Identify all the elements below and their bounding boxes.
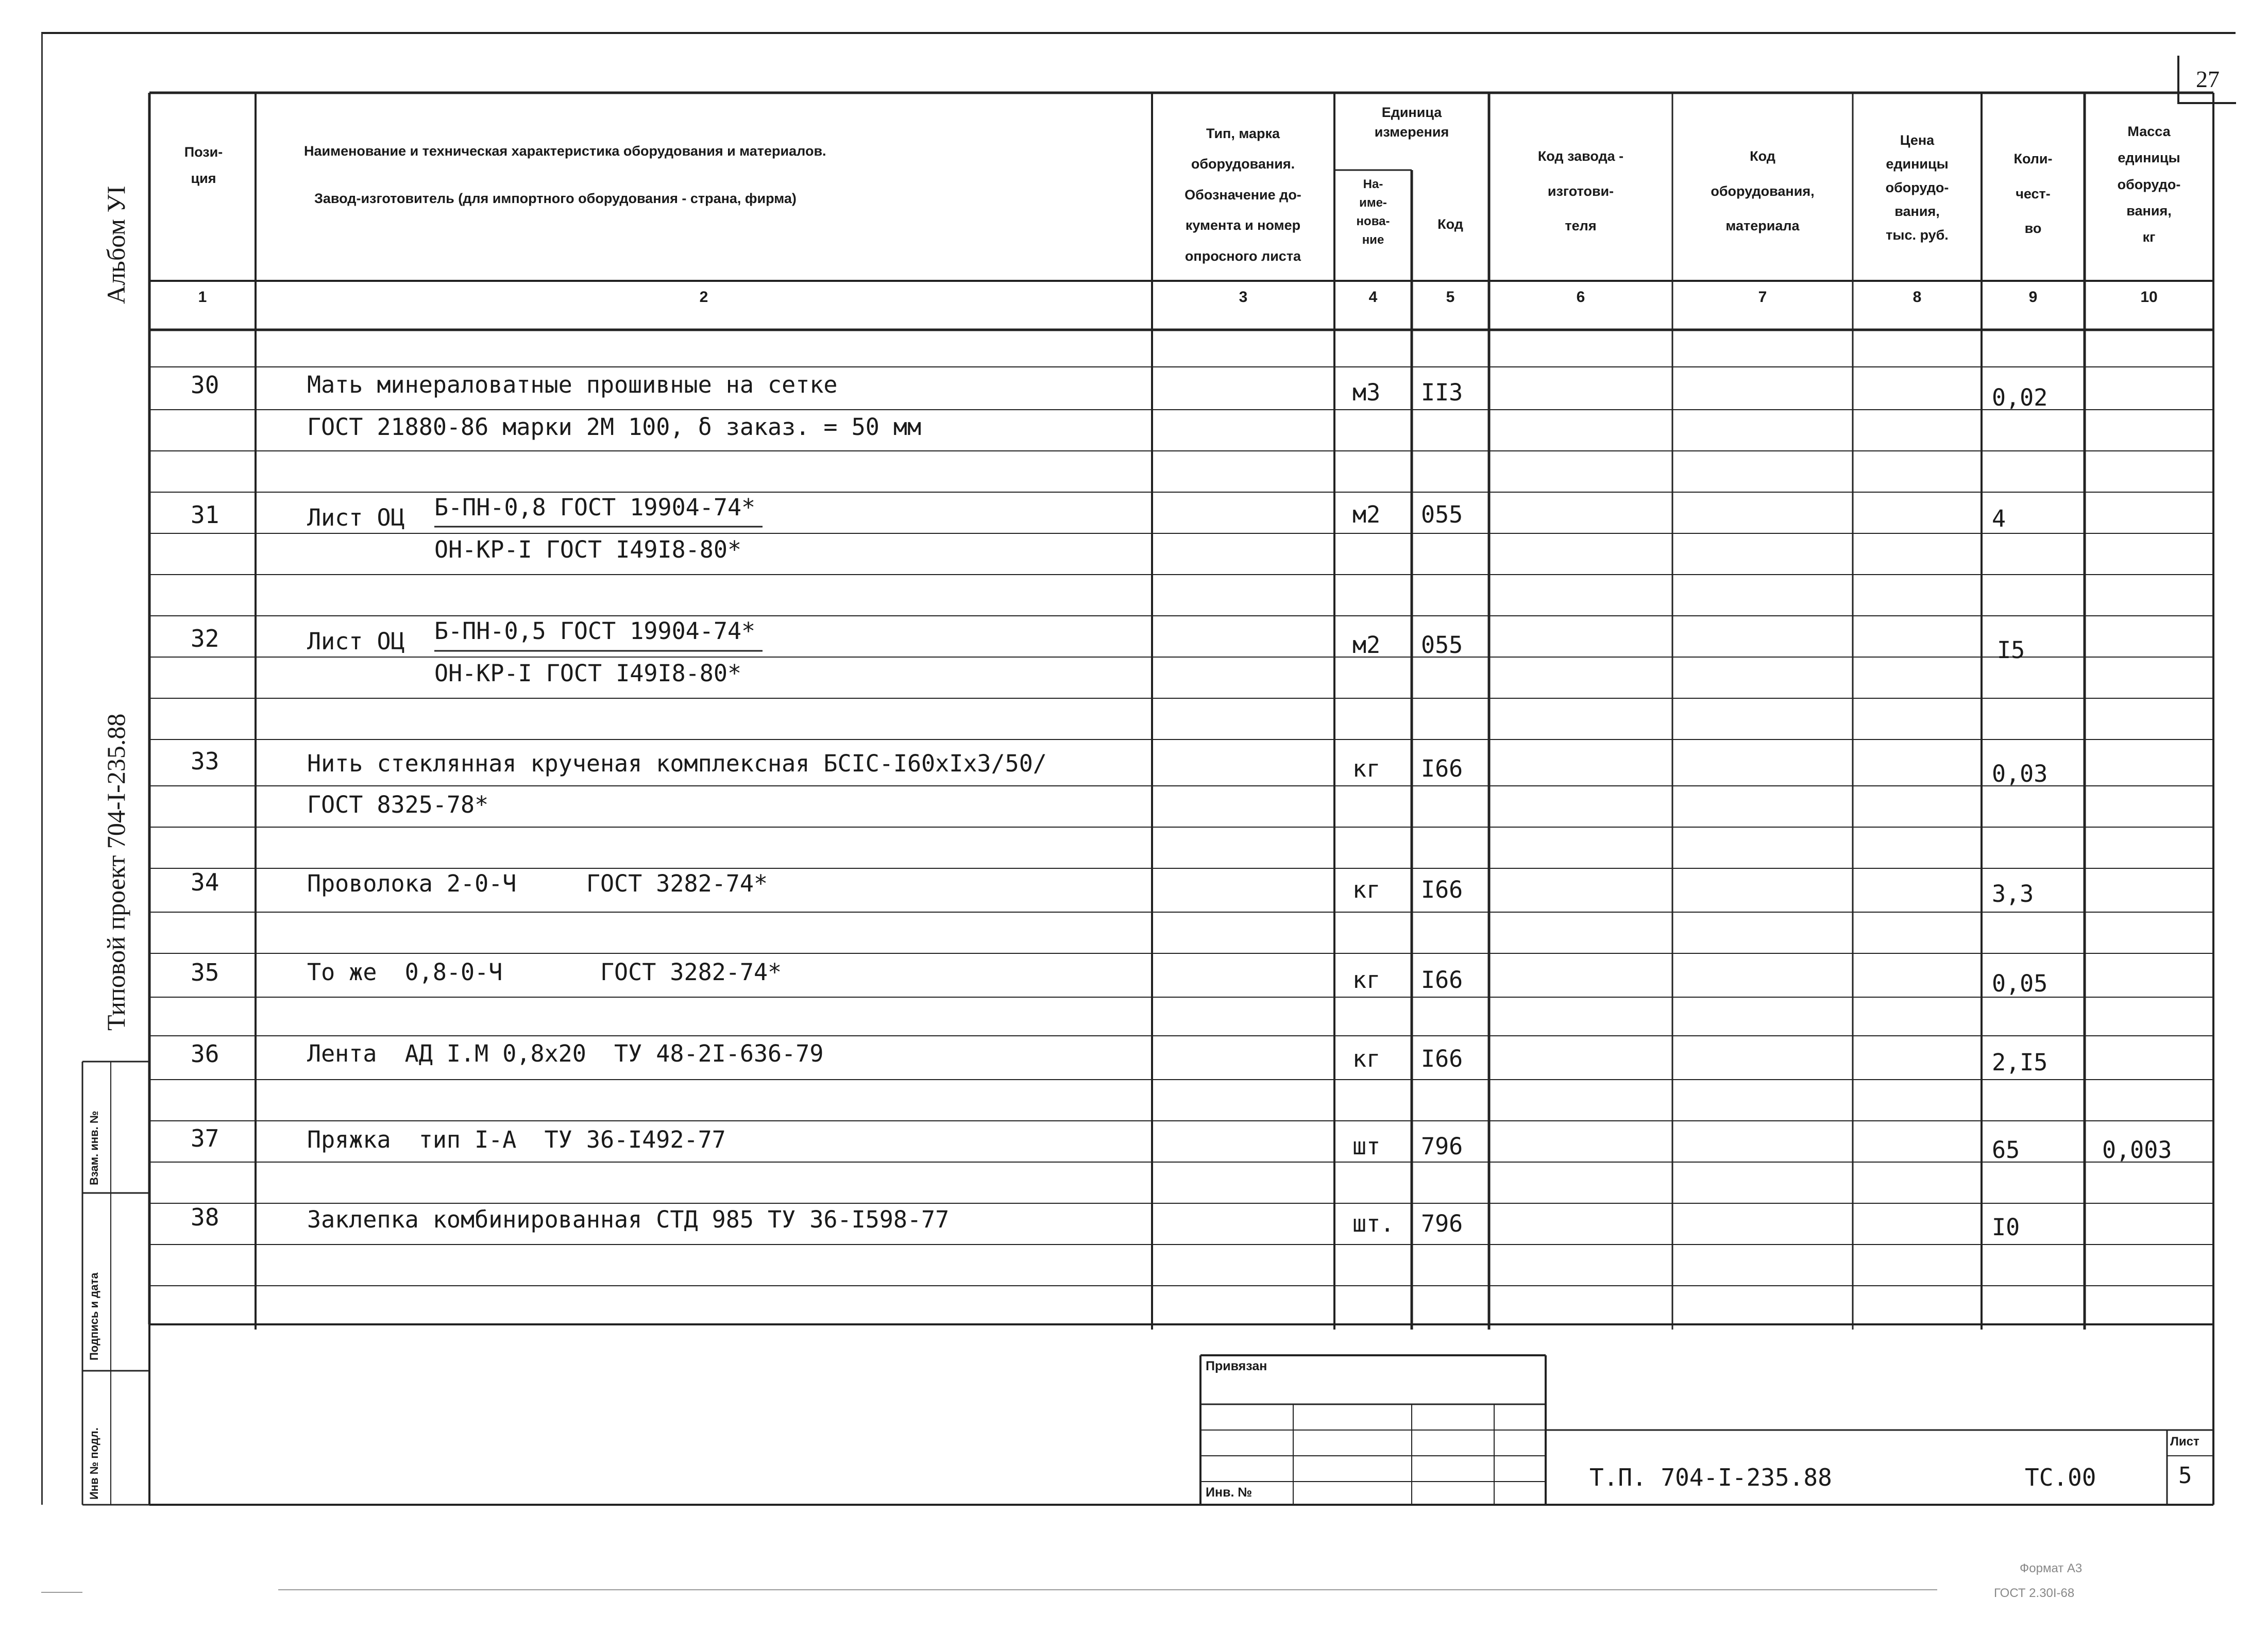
row-position: 32: [191, 625, 219, 652]
row-position: 37: [191, 1124, 219, 1152]
row-mass: 0,003: [2102, 1136, 2172, 1164]
row-unit: кг: [1352, 1045, 1381, 1072]
row-position: 36: [191, 1040, 219, 1068]
col-number: 9: [2028, 289, 2038, 306]
row-qty: 4: [1992, 505, 2006, 532]
sheet-number: 27: [2177, 56, 2236, 104]
stamp-podpis: Подпись и дата: [88, 1272, 100, 1360]
header-qty: Коли- чест- во: [2013, 151, 2053, 236]
album-label: Альбом УI: [101, 186, 130, 304]
row-unit-code: 055: [1421, 501, 1463, 528]
row-unit: м2: [1352, 631, 1381, 659]
row-unit: кг: [1352, 966, 1381, 994]
header-name-line2: Завод-изготовитель (для импортного оборудования - страна, фирма): [314, 191, 797, 206]
header-price: Цена единицы оборудо- вания, тыс. руб.: [1885, 132, 1949, 243]
header-equip-code: Код оборудования, материала: [1711, 148, 1815, 233]
header-type: Тип, марка оборудования. Обозначение до- кумента и номер опросного листа: [1184, 126, 1301, 264]
row-unit-code: II3: [1421, 379, 1463, 406]
title-code: Т.П. 704-I-235.88: [1589, 1464, 1832, 1491]
row-name: То же 0,8-0-Ч ГОСТ 3282-74*: [307, 959, 782, 986]
row-unit-code: 055: [1421, 631, 1463, 659]
row-position: 34: [191, 868, 219, 896]
stamp-vzam-inv: Взам. инв. №: [88, 1111, 100, 1185]
row-name-cont: ГОСТ 21880-86 марки 2М 100, δ заказ. = 50 мм: [307, 413, 922, 441]
header-name-line1: Наименование и техническая характеристика оборудования и материалов.: [304, 143, 826, 159]
row-unit-code: I66: [1421, 1045, 1463, 1072]
row-name: Проволока 2-0-Ч ГОСТ 3282-74*: [307, 870, 768, 897]
row-unit: кг: [1352, 876, 1381, 903]
list-number: 5: [2178, 1462, 2192, 1489]
row-unit-code: 796: [1421, 1133, 1463, 1160]
format-gost: ГОСТ 2.30I-68: [1994, 1586, 2075, 1600]
list-label: Лист: [2170, 1435, 2199, 1449]
col-number: 1: [198, 289, 207, 306]
row-qty: 0,03: [1992, 760, 2048, 787]
stamp-inv-number: Инв. №: [1206, 1485, 1253, 1500]
header-mass: Масса единицы оборудо- вания, кг: [2117, 124, 2181, 245]
row-position: 38: [191, 1203, 219, 1231]
row-name-fraction-bottom: ОН-КР-I ГОСТ I49I8-80*: [434, 536, 742, 563]
header-factory-code: Код завода - изготови- теля: [1537, 148, 1624, 233]
row-name-fraction-top: Б-ПН-0,8 ГОСТ 19904-74*: [434, 494, 756, 521]
row-name: Заклепка комбинированная СТД 985 ТУ 36-I598-77: [307, 1206, 950, 1233]
row-name-fraction-bottom: ОН-КР-I ГОСТ I49I8-80*: [434, 660, 742, 687]
row-unit-code: I66: [1421, 876, 1463, 903]
row-position: 33: [191, 747, 219, 775]
header-unit: Единица измерения: [1374, 105, 1449, 140]
header-unit-name: На- име- нова- ние: [1356, 177, 1390, 247]
col-number: 8: [1912, 289, 1922, 306]
row-unit: шт.: [1352, 1210, 1395, 1237]
format-label: Формат А3: [2020, 1561, 2083, 1575]
header-unit-code: Код: [1437, 216, 1463, 232]
row-name: Лист ОЦ: [307, 504, 405, 531]
stamp-privyazan: Привязан: [1206, 1359, 1267, 1373]
row-name: Мать минераловатные прошивные на сетке: [307, 371, 838, 398]
row-name: Лист ОЦ: [307, 628, 405, 655]
project-label: Типовой проект 704-I-235.88: [101, 713, 130, 1031]
col-number: 4: [1368, 289, 1378, 306]
row-qty: 65: [1992, 1136, 2020, 1164]
row-qty: 3,3: [1992, 880, 2034, 907]
col-number: 5: [1446, 289, 1455, 306]
col-number: 2: [699, 289, 708, 306]
row-unit: м3: [1352, 379, 1381, 406]
row-unit-code: I66: [1421, 966, 1463, 994]
header-position: Пози- ция: [184, 144, 223, 187]
stamp-inv-podl: Инв № подл.: [88, 1427, 100, 1500]
row-qty: I0: [1992, 1214, 2020, 1241]
row-unit-code: 796: [1421, 1210, 1463, 1237]
row-name-fraction-top: Б-ПН-0,5 ГОСТ 19904-74*: [434, 617, 756, 645]
row-position: 35: [191, 959, 219, 986]
row-qty: 2,I5: [1992, 1049, 2048, 1076]
row-name-cont: ГОСТ 8325-78*: [307, 791, 489, 818]
row-name: Нить стеклянная крученая комплексная БСIС-I60хIх3/50/: [307, 750, 1047, 777]
doc-code: ТС.00: [2025, 1464, 2096, 1491]
row-name: Пряжка тип I-А ТУ 36-I492-77: [307, 1126, 726, 1153]
col-number: 7: [1758, 289, 1767, 306]
col-number: 3: [1239, 289, 1248, 306]
row-name: Лента АД I.М 0,8х20 ТУ 48-2I-636-79: [307, 1040, 824, 1067]
col-number: 10: [2140, 289, 2158, 306]
row-qty: I5: [1997, 636, 2025, 664]
row-position: 31: [191, 501, 219, 529]
row-qty: 0,02: [1992, 384, 2048, 411]
row-position: 30: [191, 371, 219, 399]
col-number: 6: [1576, 289, 1585, 306]
row-unit: кг: [1352, 755, 1381, 782]
row-qty: 0,05: [1992, 970, 2048, 997]
row-unit-code: I66: [1421, 755, 1463, 782]
row-unit: м2: [1352, 501, 1381, 528]
row-unit: шт: [1352, 1133, 1381, 1160]
